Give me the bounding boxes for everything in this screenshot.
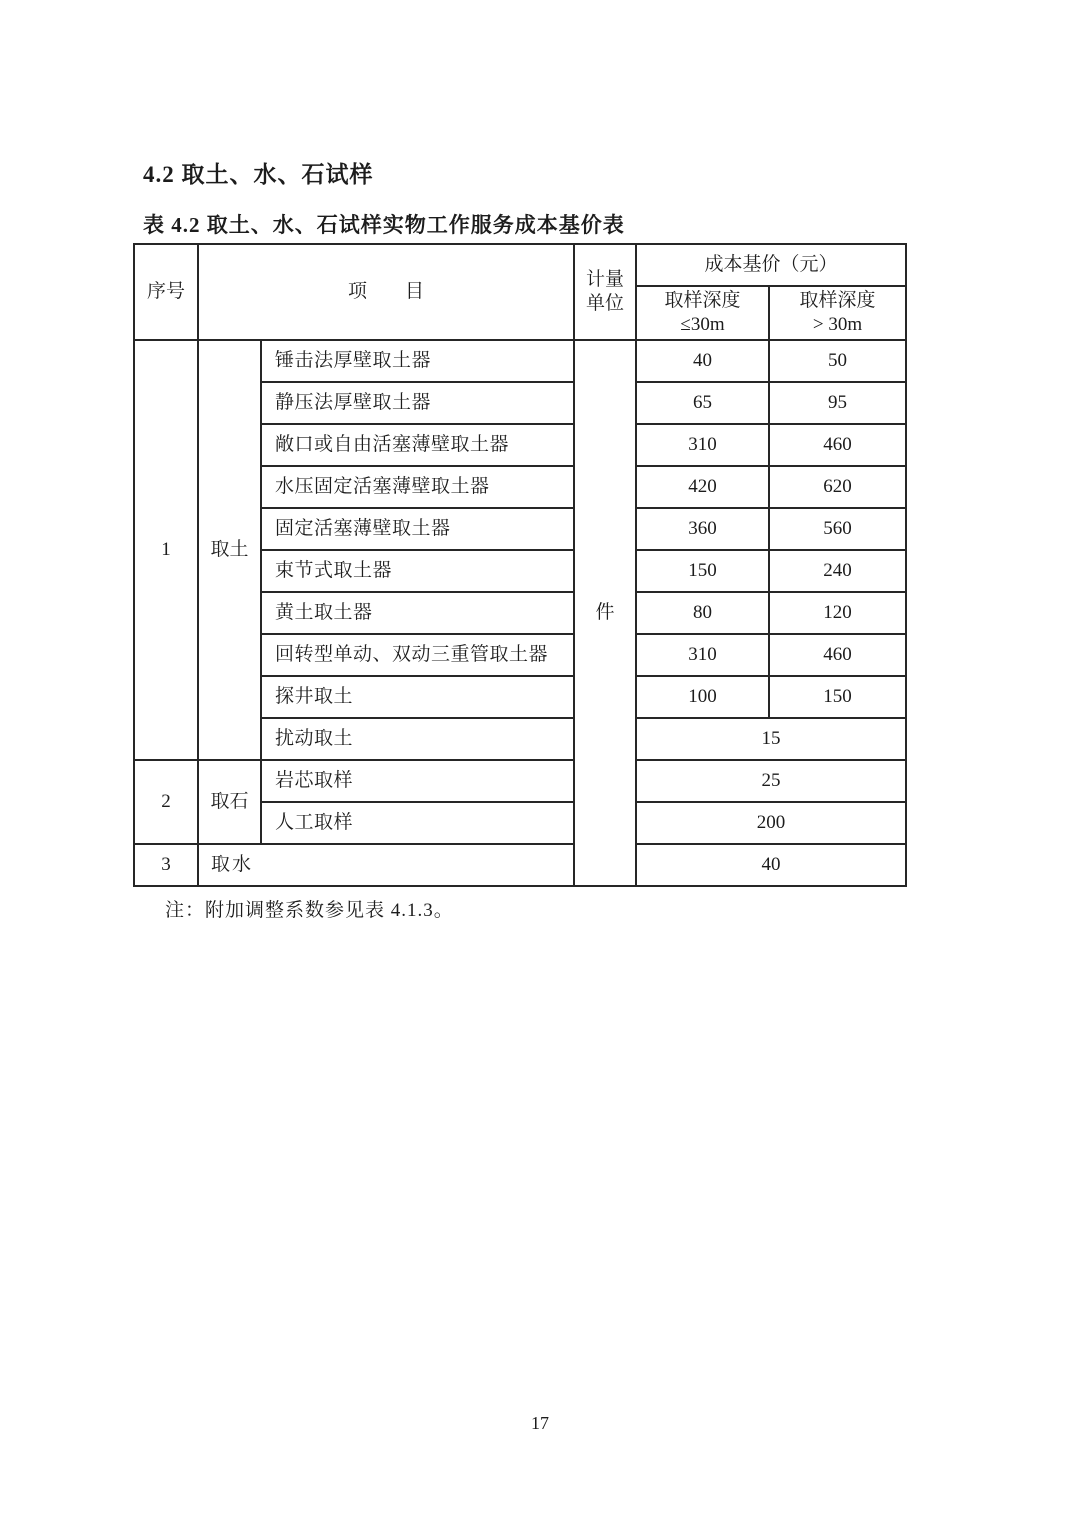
price-deep-cell: 560 bbox=[769, 508, 906, 550]
price-shallow-cell: 310 bbox=[636, 634, 769, 676]
price-deep-cell: 460 bbox=[769, 634, 906, 676]
price-shallow-cell: 40 bbox=[636, 340, 769, 382]
item-cell: 黄土取土器 bbox=[261, 592, 574, 634]
table-caption: 表 4.2 取土、水、石试样实物工作服务成本基价表 bbox=[143, 213, 625, 237]
page-number: 17 bbox=[531, 1413, 549, 1433]
item-cell: 岩芯取样 bbox=[261, 760, 574, 802]
depth-shallow-header bbox=[636, 286, 769, 340]
price-merged-cell: 15 bbox=[636, 718, 906, 760]
price-merged-cell: 40 bbox=[636, 844, 906, 886]
item-cell: 回转型单动、双动三重管取土器 bbox=[261, 634, 574, 676]
seq-cell: 1 bbox=[134, 340, 198, 760]
item-cell: 锤击法厚壁取土器 bbox=[261, 340, 574, 382]
price-shallow-cell: 420 bbox=[636, 466, 769, 508]
unit-cell: 件 bbox=[574, 340, 636, 886]
seq-cell: 2 bbox=[134, 760, 198, 844]
table-note: 注：附加调整系数参见表 4.1.3。 bbox=[165, 900, 454, 921]
price-deep-cell: 120 bbox=[769, 592, 906, 634]
price-shallow-cell: 80 bbox=[636, 592, 769, 634]
table-row bbox=[134, 760, 906, 802]
price-deep-cell: 240 bbox=[769, 550, 906, 592]
depth-deep-line2: > 30m bbox=[812, 313, 863, 335]
price-deep-cell: 460 bbox=[769, 424, 906, 466]
price-deep-cell: 150 bbox=[769, 676, 906, 718]
seq-cell: 3 bbox=[134, 844, 198, 886]
unit-header-line1: 计量 bbox=[586, 269, 625, 290]
category-cell: 取土 bbox=[198, 340, 261, 760]
item-column-header: 项 目 bbox=[198, 244, 574, 340]
depth-shallow-line2: ≤30m bbox=[680, 313, 725, 335]
price-merged-cell: 25 bbox=[636, 760, 906, 802]
price-shallow-cell: 360 bbox=[636, 508, 769, 550]
item-cell: 束节式取土器 bbox=[261, 550, 574, 592]
unit-column-header bbox=[574, 244, 636, 340]
item-cell: 固定活塞薄壁取土器 bbox=[261, 508, 574, 550]
item-cell: 水压固定活塞薄壁取土器 bbox=[261, 466, 574, 508]
price-shallow-cell: 150 bbox=[636, 550, 769, 592]
category-item-merged-cell: 取水 bbox=[198, 844, 574, 886]
item-cell: 静压法厚壁取土器 bbox=[261, 382, 574, 424]
depth-deep-line1: 取样深度 bbox=[799, 290, 876, 311]
table-row bbox=[134, 340, 906, 382]
price-shallow-cell: 100 bbox=[636, 676, 769, 718]
depth-deep-header bbox=[769, 286, 906, 340]
unit-header-line2: 单位 bbox=[586, 292, 625, 314]
price-group-header: 成本基价（元） bbox=[636, 244, 906, 286]
price-deep-cell: 50 bbox=[769, 340, 906, 382]
cost-base-price-table bbox=[133, 243, 907, 887]
item-cell: 扰动取土 bbox=[261, 718, 574, 760]
item-cell: 人工取样 bbox=[261, 802, 574, 844]
table-row bbox=[134, 844, 906, 886]
price-merged-cell: 200 bbox=[636, 802, 906, 844]
category-cell: 取石 bbox=[198, 760, 261, 844]
price-deep-cell: 95 bbox=[769, 382, 906, 424]
price-shallow-cell: 65 bbox=[636, 382, 769, 424]
seq-column-header: 序号 bbox=[134, 244, 198, 340]
price-deep-cell: 620 bbox=[769, 466, 906, 508]
price-shallow-cell: 310 bbox=[636, 424, 769, 466]
section-heading: 4.2 取土、水、石试样 bbox=[143, 162, 374, 187]
depth-shallow-line1: 取样深度 bbox=[664, 290, 741, 311]
item-cell: 敞口或自由活塞薄壁取土器 bbox=[261, 424, 574, 466]
item-cell: 探井取土 bbox=[261, 676, 574, 718]
